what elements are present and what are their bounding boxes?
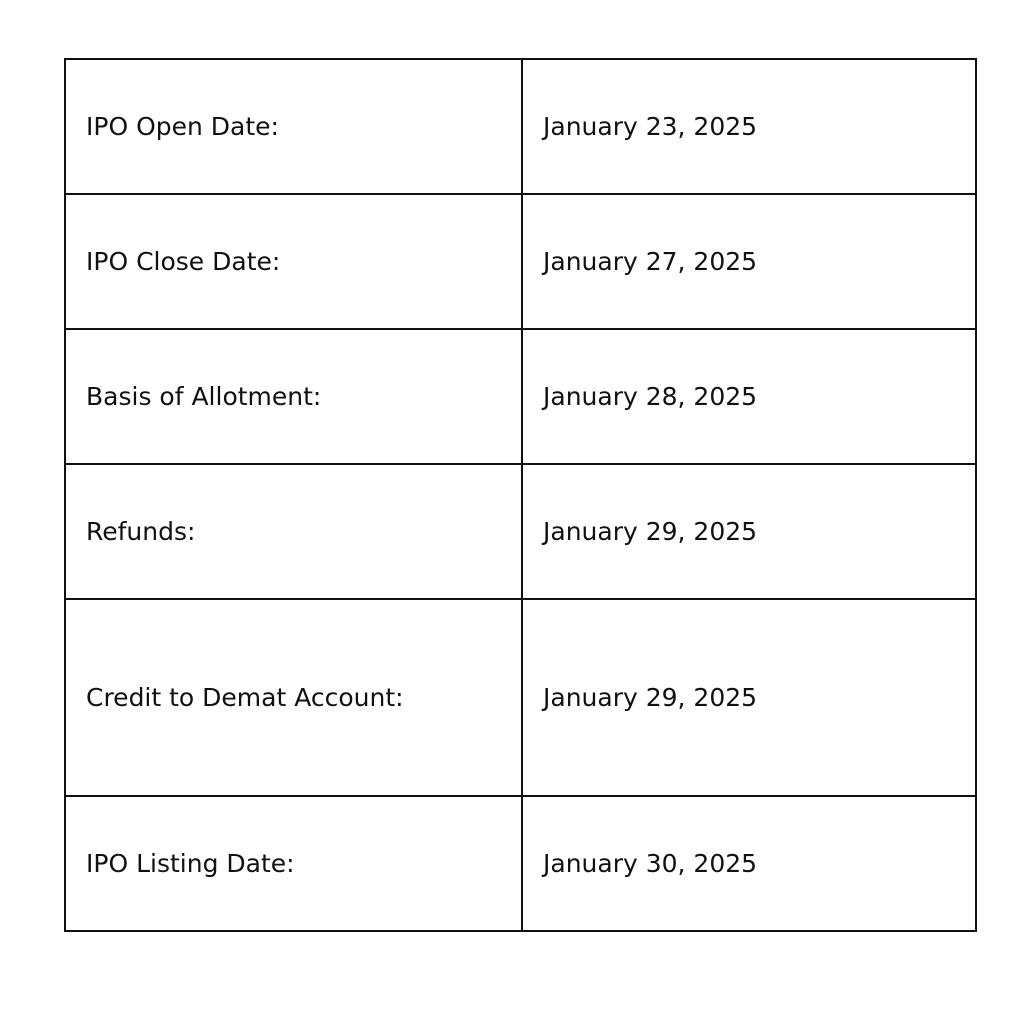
table-row: [65, 599, 976, 796]
table-row: [65, 464, 976, 599]
row-value: January 29, 2025: [522, 464, 976, 599]
row-label: Refunds:: [65, 464, 522, 599]
table-row: [65, 329, 976, 464]
table-row: [65, 796, 976, 931]
row-value: January 28, 2025: [522, 329, 976, 464]
row-label: IPO Close Date:: [65, 194, 522, 329]
table-row: [65, 59, 976, 194]
row-label: Credit to Demat Account:: [65, 599, 522, 796]
row-value: January 27, 2025: [522, 194, 976, 329]
row-value: January 30, 2025: [522, 796, 976, 931]
row-value: January 29, 2025: [522, 599, 976, 796]
table-row: [65, 194, 976, 329]
ipo-schedule-table: [64, 58, 977, 932]
row-value: January 23, 2025: [522, 59, 976, 194]
row-label: IPO Listing Date:: [65, 796, 522, 931]
row-label: IPO Open Date:: [65, 59, 522, 194]
row-label: Basis of Allotment:: [65, 329, 522, 464]
